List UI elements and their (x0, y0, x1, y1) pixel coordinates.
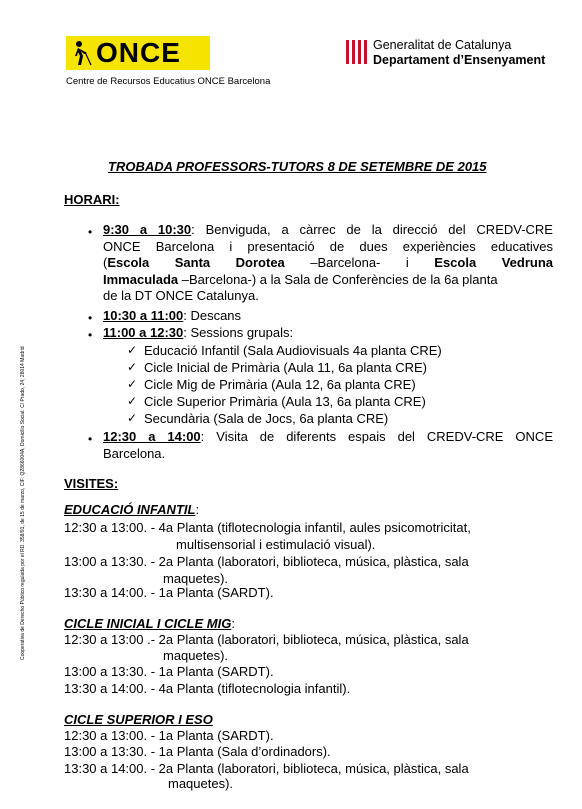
school-santa-dorotea: Escola Santa Dorotea (107, 255, 285, 271)
school-vedruna: Escola Vedruna (434, 255, 553, 271)
bullet-icon: • (88, 328, 93, 342)
item1-line1: : Benviguda, a càrrec de la direcció del CREDV-CRE (191, 222, 553, 237)
visit-line: 12:30 a 13:00 .- 2a Planta (laboratori, biblioteca, música, plàstica, sala (64, 632, 469, 647)
check-icon: ✓ (127, 377, 138, 391)
visit-line: 13:30 a 14:00. - 4a Planta (tiflotecnologia infantil). (64, 681, 351, 696)
visit-line: multisensorial i estimulació visual). (176, 537, 376, 552)
visit-line: 13:00 a 13:30. - 1a Planta (SARDT). (64, 664, 274, 679)
department-name: Departament d’Ensenyament (373, 53, 546, 67)
item1-line5: de la DT ONCE Catalunya. (103, 288, 259, 304)
page-title: TROBADA PROFESSORS-TUTORS 8 DE SETEMBRE DE 2015 (108, 159, 487, 174)
horari-item-4 (103, 429, 553, 462)
inicial-mig-colon: : (231, 616, 235, 631)
horari-item-3 (103, 325, 293, 342)
bullet-icon: • (88, 432, 93, 446)
item4-rest: : Visita de diferents espais del CREDV-CRE ONCE (200, 429, 553, 444)
section-superior-eso-heading: CICLE SUPERIOR I ESO (64, 712, 213, 727)
item1-line3c: –Barcelona- i (284, 255, 435, 271)
check-icon: ✓ (127, 360, 138, 374)
once-logo-text: ONCE (96, 37, 181, 68)
bullet-icon: • (88, 311, 93, 325)
visit-line: 13:00 a 13:30. - 2a Planta (laboratori, biblioteca, música, plàstica, sala (64, 554, 469, 569)
section-infantil-heading (64, 502, 199, 519)
horari-item-1 (103, 222, 553, 305)
session-item: Secundària (Sala de Jocs, 6a planta CRE) (144, 411, 389, 426)
school-immaculada: Immaculada (103, 271, 179, 287)
item4-line2: Barcelona. (103, 445, 166, 461)
visit-line: 12:30 a 13:00. - 4a Planta (tiflotecnologia infantil, aules psicomotricitat, (64, 520, 471, 535)
item1-line3a: ( (103, 255, 108, 271)
infantil-title: EDUCACIÓ INFANTIL (64, 502, 196, 517)
item1-time: 9:30 a 10:30 (103, 222, 192, 237)
session-item: Educació Infantil (Sala Audiovisuals 4a planta CRE) (144, 343, 442, 358)
item1-line2: ONCE Barcelona i presentació de dues experiències educatives (103, 238, 553, 254)
walking-person-icon (70, 40, 92, 66)
item3-time: 11:00 a 12:30 (103, 325, 184, 340)
check-icon: ✓ (127, 394, 138, 408)
visit-line: 13:30 a 14:00. - 1a Planta (SARDT). (64, 585, 274, 600)
inicial-mig-title: CICLE INICIAL I CICLE MIG (64, 616, 232, 631)
item4-time: 12:30 a 14:00 (103, 429, 201, 444)
infantil-colon: : (195, 502, 200, 517)
item1-line4b: –Barcelona-) a la Sala de Conferències de la 6a planta (178, 271, 498, 287)
session-item: Cicle Superior Primària (Aula 13, 6a planta CRE) (144, 394, 426, 409)
side-legal-note: Cooperativa de Derecho Público regulada por el RD. 358/91, de 15 de marzo, CIF: Q2866004A, Domicilio Social: C/ Prado, 24, 28014 Madrid (20, 346, 26, 660)
session-item: Cicle Inicial de Primària (Aula 11, 6a planta CRE) (144, 360, 427, 375)
check-icon: ✓ (127, 343, 138, 357)
item2-rest: : Descans (183, 308, 242, 323)
item3-rest: : Sessions grupals: (183, 325, 294, 340)
check-icon: ✓ (127, 411, 138, 425)
item2-time: 10:30 a 11:00 (103, 308, 184, 323)
once-logo (66, 36, 210, 70)
bullet-icon: • (88, 225, 93, 239)
visites-heading: VISITES: (64, 476, 119, 491)
horari-heading: HORARI: (64, 192, 120, 207)
cre-caption: Centre de Recursos Educatius ONCE Barcelona (66, 76, 271, 87)
session-item: Cicle Mig de Primària (Aula 12, 6a planta CRE) (144, 377, 416, 392)
visit-line: maquetes). (168, 776, 234, 791)
section-inicial-mig-heading (64, 616, 235, 633)
generalitat-name: Generalitat de Catalunya (373, 38, 512, 52)
visit-line: 13:00 a 13:30. - 1a Planta (Sala d’ordinadors). (64, 744, 331, 759)
generalitat-flag-icon (345, 40, 367, 64)
visit-line: maquetes). (163, 571, 229, 586)
horari-item-2 (103, 308, 241, 325)
visit-line: maquetes). (163, 648, 229, 663)
visit-line: 13:30 a 14:00. - 2a Planta (laboratori, biblioteca, música, plàstica, sala (64, 761, 469, 776)
visit-line: 12:30 a 13:00. - 1a Planta (SARDT). (64, 728, 274, 743)
